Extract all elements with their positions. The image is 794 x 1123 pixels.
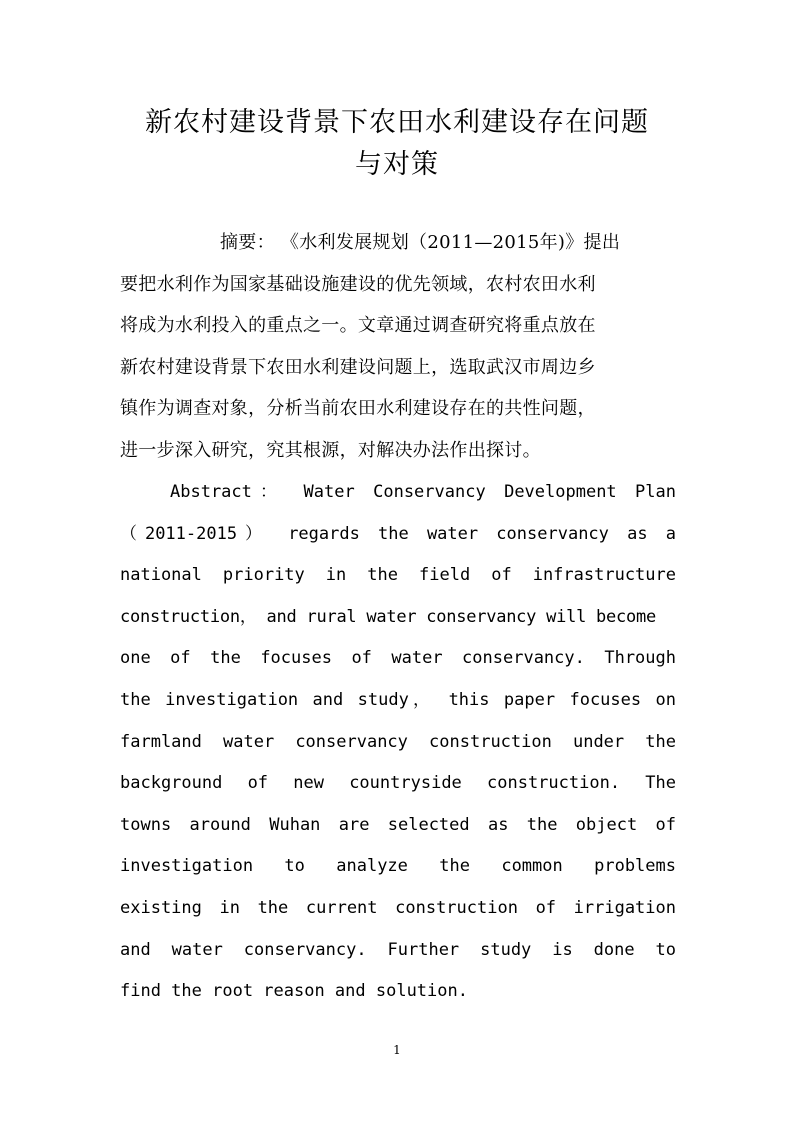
abstract-english [120,472,676,1013]
abstract-zh-line: 进一步深入研究，究其根源，对解决办法作出探讨。 [120,439,541,461]
abstract-en-line: and water conservancy. Further study is done to [120,939,676,960]
abstract-en-line: the investigation and study， this paper focuses on [120,689,676,710]
abstract-en-line: background of new countryside construction. The [120,773,676,794]
abstract-en-line: existing in the current construction of irrigation [120,897,676,918]
abstract-en-line: （2011-2015） regards the water conservancy as a [120,523,676,544]
abstract-en-line: towns around Wuhan are selected as the object of [120,814,676,835]
abstract-en-line: Abstract： Water Conservancy Development Plan [170,482,676,502]
abstract-en-line: construction， and rural water conservancy will become [120,606,656,627]
abstract-zh-line: 将成为水利投入的重点之一。文章通过调查研究将重点放在 [120,315,596,337]
abstract-zh-line: 摘要： 《水利发展规划（2011—2015年)》提出 [220,232,621,253]
page-number: 1 [393,1043,401,1057]
abstract-en-line: find the root reason and solution. [120,981,468,1002]
abstract-en-line: national priority in the field of infrastructure [120,565,676,586]
abstract-zh-line: 要把水利作为国家基础设施建设的优先领域，农村农田水利 [120,273,596,295]
document-title-line-1: 新农村建设背景下农田水利建设存在问题 [145,107,649,138]
abstract-zh-line: 镇作为调查对象，分析当前农田水利建设存在的共性问题， [120,398,596,420]
abstract-chinese [120,222,680,472]
abstract-en-line: farmland water conservancy construction under the [120,731,676,752]
abstract-en-line: investigation to analyze the common problems [120,856,676,877]
abstract-zh-line: 新农村建设背景下农田水利建设问题上，选取武汉市周边乡 [120,356,596,378]
document-title-line-2: 与对策 [355,149,439,180]
abstract-en-line: one of the focuses of water conservancy. Through [120,648,676,669]
